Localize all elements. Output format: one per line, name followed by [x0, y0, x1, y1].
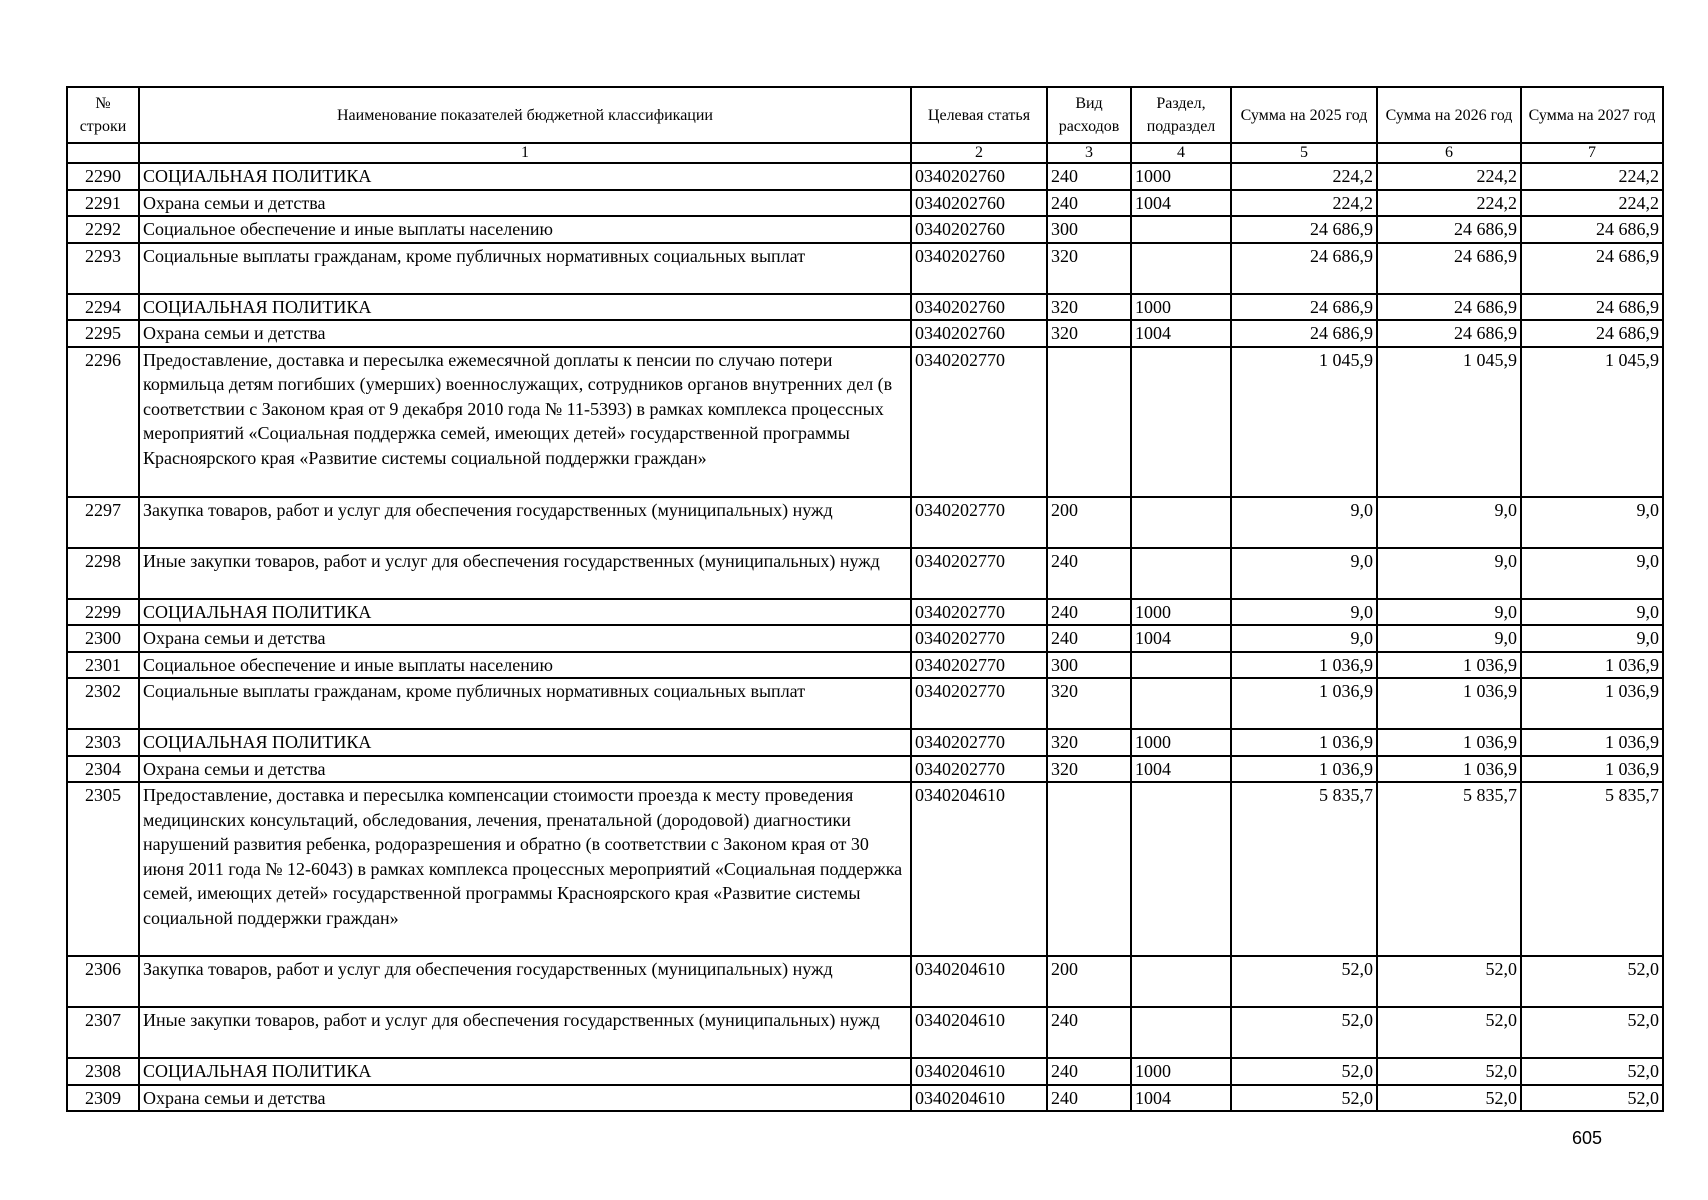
row-target-article: 0340202760 — [911, 320, 1047, 347]
row-name: Иные закупки товаров, работ и услуг для обеспечения государственных (муниципальных) нужд — [139, 548, 911, 599]
row-target-article: 0340202770 — [911, 497, 1047, 548]
row-sum-2026: 52,0 — [1377, 1007, 1521, 1058]
row-sum-2027: 1 036,9 — [1521, 678, 1663, 729]
row-sum-2027: 9,0 — [1521, 625, 1663, 652]
row-section — [1131, 243, 1231, 294]
header-index: 5 — [1231, 143, 1377, 163]
row-name: Социальные выплаты гражданам, кроме публичных нормативных социальных выплат — [139, 243, 911, 294]
row-sum-2026: 24 686,9 — [1377, 320, 1521, 347]
row-sum-2027: 52,0 — [1521, 1058, 1663, 1085]
table-row — [67, 347, 1663, 497]
row-section: 1000 — [1131, 599, 1231, 626]
row-name: Социальные выплаты гражданам, кроме публичных нормативных социальных выплат — [139, 678, 911, 729]
row-expense-type: 240 — [1047, 190, 1131, 217]
row-name: Охрана семьи и детства — [139, 320, 911, 347]
row-sum-2027: 24 686,9 — [1521, 294, 1663, 321]
row-sum-2027: 9,0 — [1521, 497, 1663, 548]
row-number: 2307 — [67, 1007, 139, 1058]
row-expense-type: 320 — [1047, 678, 1131, 729]
header-sum-2027: Сумма на 2027 год — [1521, 87, 1663, 143]
row-number: 2306 — [67, 956, 139, 1007]
row-name: СОЦИАЛЬНАЯ ПОЛИТИКА — [139, 729, 911, 756]
row-expense-type: 320 — [1047, 294, 1131, 321]
row-expense-type: 240 — [1047, 625, 1131, 652]
header-target-article: Целевая статья — [911, 87, 1047, 143]
row-sum-2025: 9,0 — [1231, 625, 1377, 652]
row-section — [1131, 782, 1231, 956]
row-sum-2025: 52,0 — [1231, 1007, 1377, 1058]
row-target-article: 0340202770 — [911, 729, 1047, 756]
row-sum-2025: 1 036,9 — [1231, 652, 1377, 679]
row-expense-type: 320 — [1047, 320, 1131, 347]
row-number: 2301 — [67, 652, 139, 679]
row-number: 2298 — [67, 548, 139, 599]
row-section — [1131, 216, 1231, 243]
row-target-article: 0340202760 — [911, 294, 1047, 321]
row-number: 2296 — [67, 347, 139, 497]
row-number: 2309 — [67, 1085, 139, 1112]
row-expense-type: 240 — [1047, 163, 1131, 190]
row-sum-2025: 52,0 — [1231, 1058, 1377, 1085]
row-sum-2027: 1 036,9 — [1521, 652, 1663, 679]
row-sum-2025: 24 686,9 — [1231, 243, 1377, 294]
row-expense-type: 320 — [1047, 243, 1131, 294]
row-expense-type: 300 — [1047, 652, 1131, 679]
row-sum-2025: 24 686,9 — [1231, 320, 1377, 347]
row-target-article: 0340202770 — [911, 548, 1047, 599]
table-row — [67, 625, 1663, 652]
row-sum-2027: 52,0 — [1521, 956, 1663, 1007]
header-index: 2 — [911, 143, 1047, 163]
row-expense-type: 320 — [1047, 729, 1131, 756]
table-row — [67, 497, 1663, 548]
row-section: 1004 — [1131, 756, 1231, 783]
row-sum-2026: 1 036,9 — [1377, 756, 1521, 783]
row-sum-2027: 52,0 — [1521, 1085, 1663, 1112]
row-sum-2025: 224,2 — [1231, 190, 1377, 217]
header-index-empty — [67, 143, 139, 163]
row-sum-2026: 52,0 — [1377, 1058, 1521, 1085]
row-name: Социальное обеспечение и иные выплаты населению — [139, 652, 911, 679]
row-sum-2025: 9,0 — [1231, 599, 1377, 626]
header-index: 7 — [1521, 143, 1663, 163]
row-name: Охрана семьи и детства — [139, 1085, 911, 1112]
row-sum-2027: 1 036,9 — [1521, 729, 1663, 756]
row-target-article: 0340202770 — [911, 678, 1047, 729]
row-number: 2297 — [67, 497, 139, 548]
row-sum-2027: 9,0 — [1521, 548, 1663, 599]
row-section: 1004 — [1131, 320, 1231, 347]
row-number: 2299 — [67, 599, 139, 626]
row-target-article: 0340204610 — [911, 1085, 1047, 1112]
row-name: Закупка товаров, работ и услуг для обеспечения государственных (муниципальных) нужд — [139, 497, 911, 548]
header-index: 1 — [139, 143, 911, 163]
row-target-article: 0340204610 — [911, 782, 1047, 956]
row-target-article: 0340202760 — [911, 163, 1047, 190]
row-sum-2027: 224,2 — [1521, 190, 1663, 217]
row-number: 2294 — [67, 294, 139, 321]
row-sum-2026: 9,0 — [1377, 548, 1521, 599]
row-target-article: 0340204610 — [911, 956, 1047, 1007]
row-section: 1000 — [1131, 163, 1231, 190]
row-name: Охрана семьи и детства — [139, 190, 911, 217]
row-sum-2026: 224,2 — [1377, 163, 1521, 190]
row-expense-type: 240 — [1047, 1058, 1131, 1085]
row-sum-2027: 1 036,9 — [1521, 756, 1663, 783]
header-index: 6 — [1377, 143, 1521, 163]
table-body — [67, 163, 1663, 1111]
row-sum-2025: 24 686,9 — [1231, 216, 1377, 243]
page-number: 605 — [1572, 1128, 1603, 1148]
row-name: СОЦИАЛЬНАЯ ПОЛИТИКА — [139, 1058, 911, 1085]
table-row — [67, 1085, 1663, 1112]
row-sum-2026: 24 686,9 — [1377, 243, 1521, 294]
row-sum-2025: 24 686,9 — [1231, 294, 1377, 321]
row-expense-type: 300 — [1047, 216, 1131, 243]
row-section — [1131, 1007, 1231, 1058]
row-target-article: 0340202760 — [911, 243, 1047, 294]
table-row — [67, 190, 1663, 217]
row-sum-2025: 224,2 — [1231, 163, 1377, 190]
row-sum-2025: 9,0 — [1231, 497, 1377, 548]
table-row — [67, 678, 1663, 729]
row-section — [1131, 347, 1231, 497]
row-sum-2026: 1 036,9 — [1377, 652, 1521, 679]
row-target-article: 0340202770 — [911, 652, 1047, 679]
row-expense-type: 240 — [1047, 1085, 1131, 1112]
row-section: 1000 — [1131, 729, 1231, 756]
row-sum-2027: 24 686,9 — [1521, 216, 1663, 243]
row-sum-2027: 9,0 — [1521, 599, 1663, 626]
row-sum-2027: 24 686,9 — [1521, 320, 1663, 347]
row-name: Иные закупки товаров, работ и услуг для обеспечения государственных (муниципальных) нужд — [139, 1007, 911, 1058]
row-target-article: 0340204610 — [911, 1007, 1047, 1058]
row-section — [1131, 497, 1231, 548]
header-index: 4 — [1131, 143, 1231, 163]
row-sum-2026: 1 045,9 — [1377, 347, 1521, 497]
row-sum-2025: 1 036,9 — [1231, 678, 1377, 729]
row-sum-2026: 52,0 — [1377, 956, 1521, 1007]
row-sum-2027: 5 835,7 — [1521, 782, 1663, 956]
row-number: 2290 — [67, 163, 139, 190]
row-name: СОЦИАЛЬНАЯ ПОЛИТИКА — [139, 294, 911, 321]
header-index: 3 — [1047, 143, 1131, 163]
row-sum-2026: 9,0 — [1377, 625, 1521, 652]
row-sum-2026: 9,0 — [1377, 497, 1521, 548]
row-number: 2308 — [67, 1058, 139, 1085]
row-sum-2026: 24 686,9 — [1377, 294, 1521, 321]
row-sum-2025: 1 036,9 — [1231, 729, 1377, 756]
row-target-article: 0340202760 — [911, 216, 1047, 243]
row-expense-type: 240 — [1047, 1007, 1131, 1058]
row-target-article: 0340202770 — [911, 347, 1047, 497]
row-sum-2025: 52,0 — [1231, 956, 1377, 1007]
row-sum-2026: 24 686,9 — [1377, 216, 1521, 243]
row-sum-2025: 5 835,7 — [1231, 782, 1377, 956]
row-expense-type: 240 — [1047, 599, 1131, 626]
row-sum-2026: 1 036,9 — [1377, 729, 1521, 756]
row-section — [1131, 548, 1231, 599]
table-row — [67, 729, 1663, 756]
row-section — [1131, 652, 1231, 679]
row-name: Предоставление, доставка и пересылка компенсации стоимости проезда к месту проведения медицинских консультаций, обследования, лечения, пренатальной (дородовой) диагностики нарушений развития ребенка, родоразрешения и обратно (в соответствии с Законом края от 30 июня 2011 года № 12-6043) в рамках комплекса процессных мероприятий «Социальная поддержка семей, имеющих детей» государственной программы Красноярского края «Развитие системы социальной поддержки граждан» — [139, 782, 911, 956]
header-row — [67, 87, 1663, 143]
row-expense-type: 200 — [1047, 956, 1131, 1007]
row-expense-type: 200 — [1047, 497, 1131, 548]
row-number: 2303 — [67, 729, 139, 756]
row-expense-type — [1047, 782, 1131, 956]
table-row — [67, 599, 1663, 626]
table-row — [67, 1058, 1663, 1085]
table-row — [67, 1007, 1663, 1058]
header-section: Раздел, подраздел — [1131, 87, 1231, 143]
row-sum-2027: 52,0 — [1521, 1007, 1663, 1058]
row-number: 2293 — [67, 243, 139, 294]
row-section — [1131, 678, 1231, 729]
row-name: Охрана семьи и детства — [139, 625, 911, 652]
row-sum-2025: 1 036,9 — [1231, 756, 1377, 783]
row-sum-2026: 52,0 — [1377, 1085, 1521, 1112]
row-name: Охрана семьи и детства — [139, 756, 911, 783]
header-indicator-name: Наименование показателей бюджетной классификации — [139, 87, 911, 143]
row-sum-2025: 52,0 — [1231, 1085, 1377, 1112]
header-row-number: № строки — [67, 87, 139, 143]
header-index-row — [67, 143, 1663, 163]
row-sum-2025: 1 045,9 — [1231, 347, 1377, 497]
row-sum-2026: 1 036,9 — [1377, 678, 1521, 729]
row-name: Закупка товаров, работ и услуг для обеспечения государственных (муниципальных) нужд — [139, 956, 911, 1007]
row-number: 2295 — [67, 320, 139, 347]
row-number: 2291 — [67, 190, 139, 217]
row-section: 1004 — [1131, 1085, 1231, 1112]
table-row — [67, 163, 1663, 190]
header-expense-type: Вид расходов — [1047, 87, 1131, 143]
table-row — [67, 756, 1663, 783]
row-sum-2027: 1 045,9 — [1521, 347, 1663, 497]
table-row — [67, 320, 1663, 347]
row-number: 2300 — [67, 625, 139, 652]
row-number: 2304 — [67, 756, 139, 783]
row-section: 1004 — [1131, 625, 1231, 652]
row-sum-2026: 9,0 — [1377, 599, 1521, 626]
row-number: 2302 — [67, 678, 139, 729]
row-target-article: 0340202760 — [911, 190, 1047, 217]
row-sum-2027: 224,2 — [1521, 163, 1663, 190]
row-sum-2027: 24 686,9 — [1521, 243, 1663, 294]
row-name: СОЦИАЛЬНАЯ ПОЛИТИКА — [139, 599, 911, 626]
row-name: Предоставление, доставка и пересылка ежемесячной доплаты к пенсии по случаю потери кормильца детям погибших (умерших) военнослужащих, сотрудников органов внутренних дел (в соответствии с Законом края от 9 декабря 2010 года № 11-5393) в рамках комплекса процессных мероприятий «Социальная поддержка семей, имеющих детей» государственной программы Красноярского края «Развитие системы социальной поддержки граждан» — [139, 347, 911, 497]
row-sum-2026: 5 835,7 — [1377, 782, 1521, 956]
row-number: 2305 — [67, 782, 139, 956]
row-number: 2292 — [67, 216, 139, 243]
header-sum-2026: Сумма на 2026 год — [1377, 87, 1521, 143]
table-row — [67, 548, 1663, 599]
row-section: 1000 — [1131, 294, 1231, 321]
row-target-article: 0340204610 — [911, 1058, 1047, 1085]
table-row — [67, 216, 1663, 243]
row-section: 1004 — [1131, 190, 1231, 217]
row-name: СОЦИАЛЬНАЯ ПОЛИТИКА — [139, 163, 911, 190]
row-section: 1000 — [1131, 1058, 1231, 1085]
row-name: Социальное обеспечение и иные выплаты населению — [139, 216, 911, 243]
row-target-article: 0340202770 — [911, 756, 1047, 783]
row-expense-type — [1047, 347, 1131, 497]
row-expense-type: 320 — [1047, 756, 1131, 783]
row-section — [1131, 956, 1231, 1007]
row-expense-type: 240 — [1047, 548, 1131, 599]
budget-sheet — [66, 86, 1662, 1112]
row-sum-2025: 9,0 — [1231, 548, 1377, 599]
row-target-article: 0340202770 — [911, 625, 1047, 652]
budget-table — [66, 86, 1664, 1112]
header-sum-2025: Сумма на 2025 год — [1231, 87, 1377, 143]
row-target-article: 0340202770 — [911, 599, 1047, 626]
table-row — [67, 652, 1663, 679]
table-row — [67, 243, 1663, 294]
table-row — [67, 956, 1663, 1007]
table-row — [67, 294, 1663, 321]
row-sum-2026: 224,2 — [1377, 190, 1521, 217]
table-row — [67, 782, 1663, 956]
